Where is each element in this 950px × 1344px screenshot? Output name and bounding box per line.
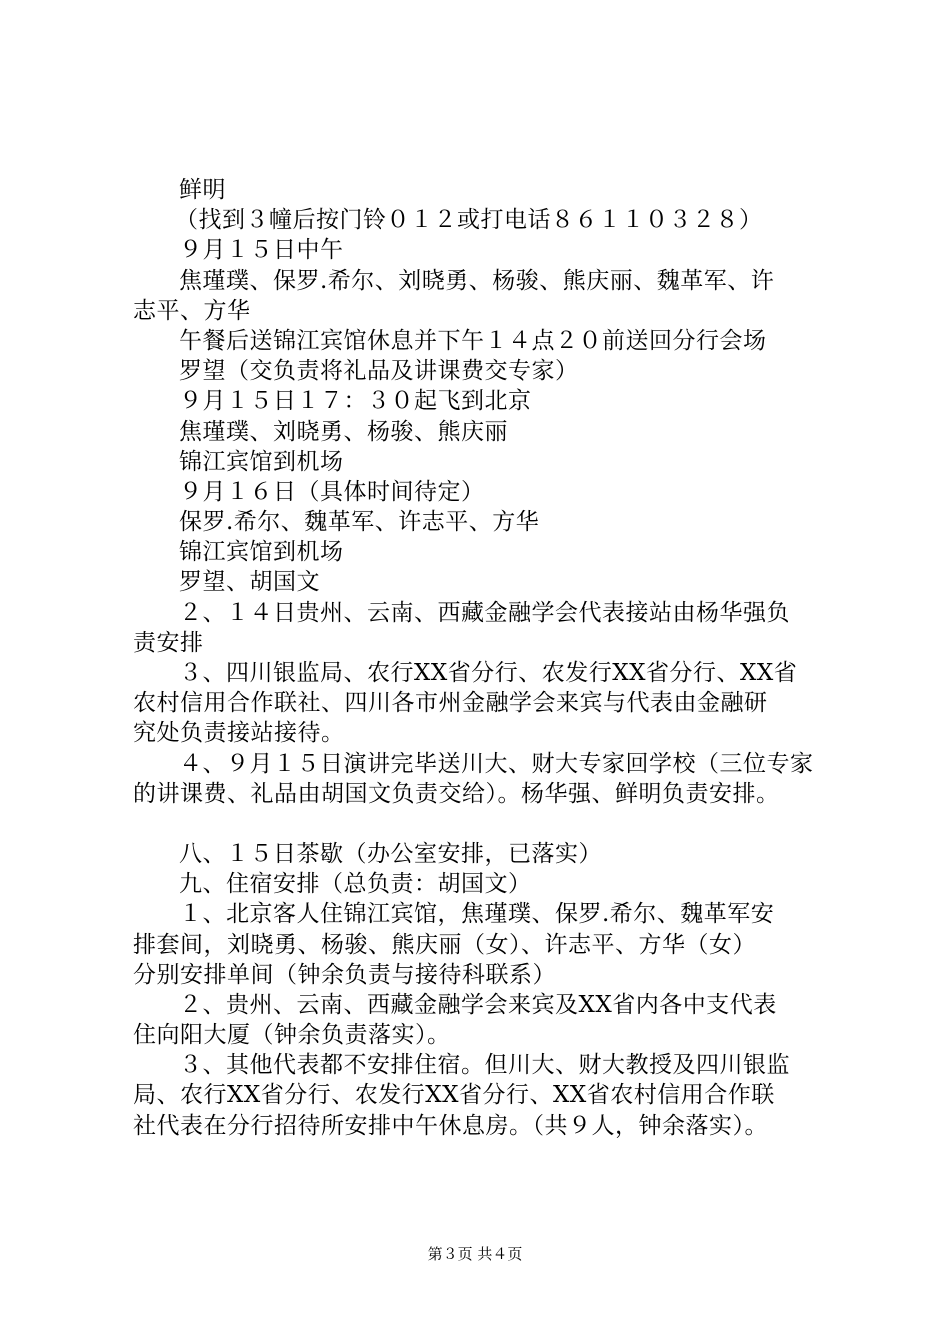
text-line: 罗望、胡国文 bbox=[179, 569, 320, 596]
text-line: 志平、方华 bbox=[133, 297, 251, 324]
text-line: 九、住宿安排（总负责：胡国文） bbox=[179, 871, 532, 898]
text-line: ２、贵州、云南、西藏金融学会来宾及XX省内各中支代表 bbox=[179, 991, 777, 1018]
paragraph-gap bbox=[133, 809, 833, 839]
text-line: ９月１６日（具体时间待定） bbox=[179, 478, 485, 505]
text-line: 焦瑾璞、保罗.希尔、刘晓勇、杨骏、熊庆丽、魏革军、许 bbox=[179, 267, 775, 294]
text-line: ２、１４日贵州、云南、西藏金融学会代表接站由杨华强负 bbox=[179, 599, 790, 626]
text-line: （找到３幢后按门铃０１２或打电话８６１１０３２８） bbox=[175, 207, 763, 234]
text-line: 八、１５日茶歇（办公室安排，已落实） bbox=[179, 840, 602, 867]
text-line: 农村信用合作联社、四川各市州金融学会来宾与代表由金融研 bbox=[133, 690, 768, 717]
text-line: 午餐后送锦江宾馆休息并下午１４点２０前送回分行会场 bbox=[179, 327, 767, 354]
text-line: ３、其他代表都不安排住宿。但川大、财大教授及四川银监 bbox=[179, 1052, 790, 1079]
page-number: 第３页 共４页 bbox=[427, 1245, 523, 1263]
text-line: 究处负责接站接待。 bbox=[133, 720, 345, 747]
text-line: 分别安排单间（钟余负责与接待科联系） bbox=[133, 961, 556, 988]
text-line: 的讲课费、礼品由胡国文负责交给）。杨华强、鲜明负责安排。 bbox=[133, 780, 780, 807]
text-line: 焦瑾璞、刘晓勇、杨骏、熊庆丽 bbox=[179, 418, 508, 445]
text-line: ３、四川银监局、农行XX省分行、农发行XX省分行、XX省 bbox=[179, 660, 798, 686]
text-line: 锦江宾馆到机场 bbox=[179, 539, 344, 566]
text-line: 保罗.希尔、魏革军、许志平、方华 bbox=[179, 509, 540, 536]
text-line: ４、９月１５日演讲完毕送川大、财大专家回学校（三位专家 bbox=[179, 750, 814, 777]
text-line: ９月１５日１７：３０起飞到北京 bbox=[179, 388, 532, 415]
text-line: 责安排 bbox=[133, 629, 204, 656]
text-line: 鲜明 bbox=[179, 177, 226, 203]
text-line: ９月１５日中午 bbox=[179, 237, 344, 264]
text-line: 社代表在分行招待所安排中午休息房。（共９人，钟余落实）。 bbox=[133, 1112, 768, 1139]
text-line: 罗望（交负责将礼品及讲课费交专家） bbox=[179, 358, 579, 385]
text-line: １、北京客人住锦江宾馆，焦瑾璞、保罗.希尔、魏革军安 bbox=[179, 901, 775, 928]
text-line: 排套间，刘晓勇、杨骏、熊庆丽（女）、许志平、方华（女） bbox=[133, 931, 756, 958]
text-line: 局、农行XX省分行、农发行XX省分行、XX省农村信用合作联 bbox=[133, 1082, 775, 1109]
document-body bbox=[133, 175, 833, 1141]
text-line: 锦江宾馆到机场 bbox=[179, 448, 344, 475]
text-line: 住向阳大厦（钟余负责落实）。 bbox=[133, 1022, 451, 1049]
